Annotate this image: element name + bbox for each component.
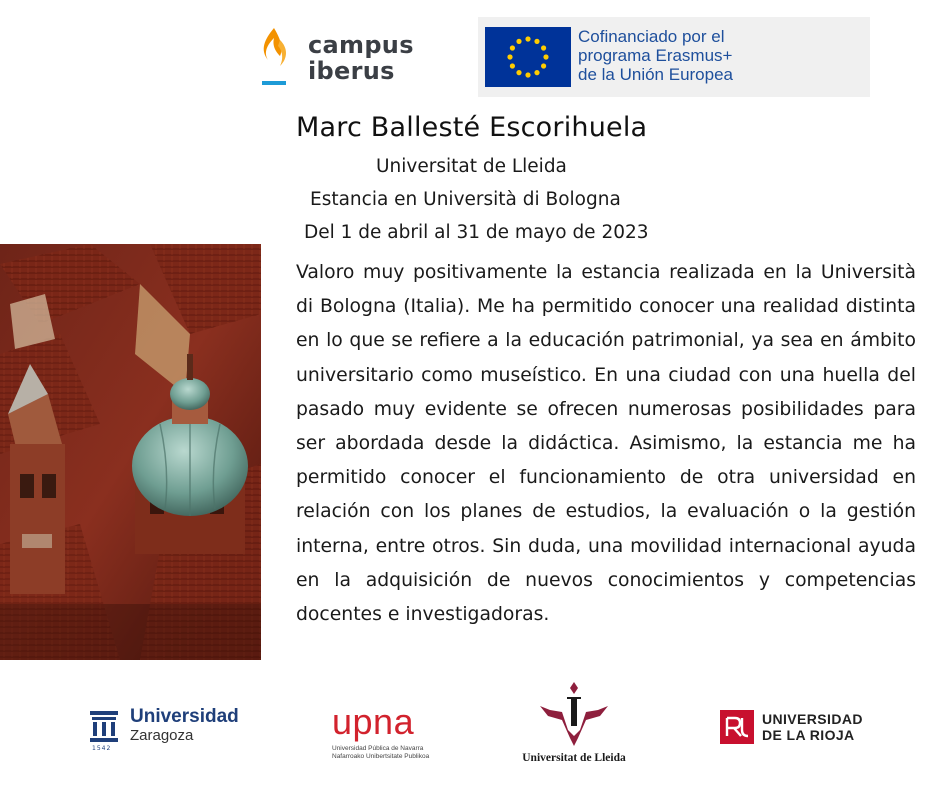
- campus-iberus-wordmark: [308, 32, 414, 84]
- stay-dates: Del 1 de abril al 31 de mayo de 2023: [304, 222, 649, 243]
- person-name: Marc Ballesté Escorihuela: [296, 112, 648, 143]
- eu-cofunded-text: [578, 27, 733, 84]
- upna-line1: Universidad Pública de Navarra: [332, 745, 424, 752]
- zaragoza-year: 1542: [92, 745, 112, 752]
- lleida-emblem-icon: [534, 680, 614, 748]
- lleida-name: Universitat de Lleida: [522, 752, 626, 764]
- upna-logo: [330, 703, 440, 767]
- rioja-line2: DE LA RIOJA: [762, 727, 855, 743]
- eu-text-line3: de la Unión Europea: [578, 65, 734, 84]
- eu-text-line2: programa Erasmus+: [578, 46, 733, 65]
- universidad-zaragoza-logo: [88, 705, 248, 755]
- upna-wordmark: upna: [332, 701, 415, 742]
- zaragoza-line2: Zaragoza: [130, 727, 194, 744]
- universitat-lleida-logo: [516, 680, 632, 770]
- testimonial-text: Valoro muy positivamente la estancia realizada en la Università di Bologna (Italia). Me ha permitido conocer una realidad distinta en lo que se refiere a la educación patrimonial, ya sea en ámbito universitario como museístico. En una ciudad con una huella del pasado muy evidente se ofrecen numerosas posibilidades para ser abordada desde la didáctica. Asimismo, la estancia me ha permitido conocer el funcionamiento de otra universidad en relación con los planes de estudios, la evaluación o la gestión interna, entre otros. Sin duda, una movilidad internacional ayuda en la adquisición de nuevos conocimientos y competencias docentes e investigadoras.: [296, 262, 916, 626]
- campus-word: campus: [308, 31, 414, 59]
- bologna-aerial-photo: [0, 244, 261, 660]
- stay-destination: Estancia en Università di Bologna: [310, 189, 621, 210]
- campus-iberus-flame-icon: [258, 26, 294, 88]
- home-university: Universitat de Lleida: [376, 156, 567, 177]
- bologna-rooftops-illustration: [0, 244, 261, 660]
- eu-cofunded-banner: [478, 17, 870, 97]
- zaragoza-line1: Universidad: [130, 706, 239, 727]
- campus-iberus-logo: [258, 26, 428, 90]
- rioja-line1: UNIVERSIDAD: [762, 711, 863, 727]
- eu-text-line1: Cofinanciado por el: [578, 27, 725, 46]
- rioja-emblem-icon: [720, 710, 754, 744]
- upna-line2: Nafarroako Unibertsitate Publikoa: [332, 753, 430, 760]
- iberus-word: iberus: [308, 57, 395, 85]
- universidad-rioja-logo: [720, 708, 880, 748]
- eu-flag-icon: [485, 27, 571, 87]
